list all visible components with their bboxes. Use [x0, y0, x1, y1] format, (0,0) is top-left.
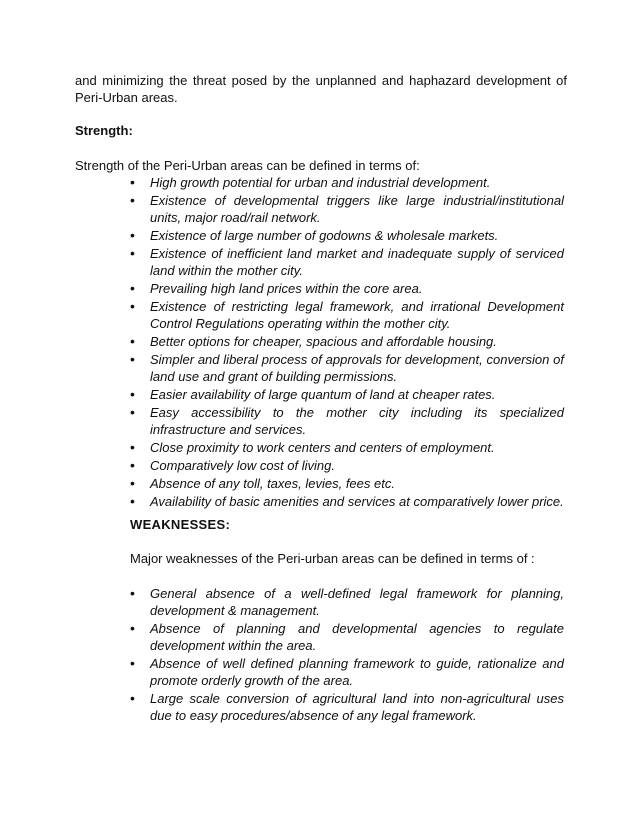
list-item-text: Absence of planning and developmental agencies to regulate development within the area. — [150, 621, 564, 653]
list-item — [130, 227, 564, 244]
strength-intro: Strength of the Peri-Urban areas can be defined in terms of: — [75, 158, 420, 173]
list-item — [130, 493, 564, 510]
list-item — [130, 280, 564, 297]
bullet-icon: • — [130, 298, 135, 314]
list-item — [130, 690, 564, 724]
list-item-text: Absence of well defined planning framework to guide, rationalize and promote orderly growth of the area. — [150, 656, 564, 688]
bullet-icon: • — [130, 386, 135, 402]
list-item — [130, 655, 564, 689]
list-item — [130, 192, 564, 226]
list-item-text: Easier availability of large quantum of land at cheaper rates. — [150, 387, 496, 402]
list-item-text: Close proximity to work centers and centers of employment. — [150, 440, 495, 455]
list-item — [130, 333, 564, 350]
bullet-icon: • — [130, 333, 135, 349]
list-item — [130, 404, 564, 438]
bullet-icon: • — [130, 404, 135, 420]
list-item-text: Easy accessibility to the mother city including its specialized infrastructure and services. — [150, 405, 564, 437]
list-item — [130, 439, 564, 456]
list-item-text: General absence of a well-defined legal framework for planning, development & management. — [150, 586, 564, 618]
bullet-icon: • — [130, 351, 135, 367]
list-item-text: Existence of restricting legal framework, and irrational Development Control Regulations operating within the mother city. — [150, 299, 564, 331]
list-item-text: Absence of any toll, taxes, levies, fees etc. — [150, 476, 395, 491]
list-item — [130, 475, 564, 492]
bullet-icon: • — [130, 457, 135, 473]
list-item — [130, 457, 564, 474]
list-item — [130, 245, 564, 279]
bullet-icon: • — [130, 174, 135, 190]
list-item-text: High growth potential for urban and industrial development. — [150, 175, 491, 190]
bullet-icon: • — [130, 620, 135, 636]
list-item — [130, 174, 564, 191]
list-item — [130, 620, 564, 654]
strength-heading: Strength: — [75, 123, 133, 138]
list-item — [130, 298, 564, 332]
list-item-text: Comparatively low cost of living. — [150, 458, 335, 473]
weaknesses-heading: WEAKNESSES: — [130, 517, 231, 532]
bullet-icon: • — [130, 227, 135, 243]
list-item — [130, 386, 564, 403]
list-item-text: Large scale conversion of agricultural land into non-agricultural uses due to easy procedures/absence of any legal framework. — [150, 691, 564, 723]
bullet-icon: • — [130, 439, 135, 455]
list-item-text: Prevailing high land prices within the core area. — [150, 281, 423, 296]
list-item — [130, 585, 564, 619]
list-item-text: Availability of basic amenities and services at comparatively lower price. — [150, 494, 564, 509]
bullet-icon: • — [130, 493, 135, 509]
bullet-icon: • — [130, 690, 135, 706]
strength-list — [130, 174, 564, 511]
bullet-icon: • — [130, 475, 135, 491]
list-item-text: Better options for cheaper, spacious and affordable housing. — [150, 334, 497, 349]
bullet-icon: • — [130, 655, 135, 671]
intro-paragraph: and minimizing the threat posed by the unplanned and haphazard development of Peri-Urban areas. — [75, 73, 567, 105]
weaknesses-intro: Major weaknesses of the Peri-urban areas can be defined in terms of : — [130, 551, 535, 566]
list-item-text: Simpler and liberal process of approvals for development, conversion of land use and grant of building permissions. — [150, 352, 564, 384]
list-item-text: Existence of inefficient land market and inadequate supply of serviced land within the mother city. — [150, 246, 564, 278]
bullet-icon: • — [130, 192, 135, 208]
bullet-icon: • — [130, 585, 135, 601]
list-item-text: Existence of large number of godowns & wholesale markets. — [150, 228, 499, 243]
bullet-icon: • — [130, 245, 135, 261]
weaknesses-list — [130, 585, 564, 725]
list-item — [130, 351, 564, 385]
bullet-icon: • — [130, 280, 135, 296]
list-item-text: Existence of developmental triggers like large industrial/institutional units, major road/rail network. — [150, 193, 564, 225]
